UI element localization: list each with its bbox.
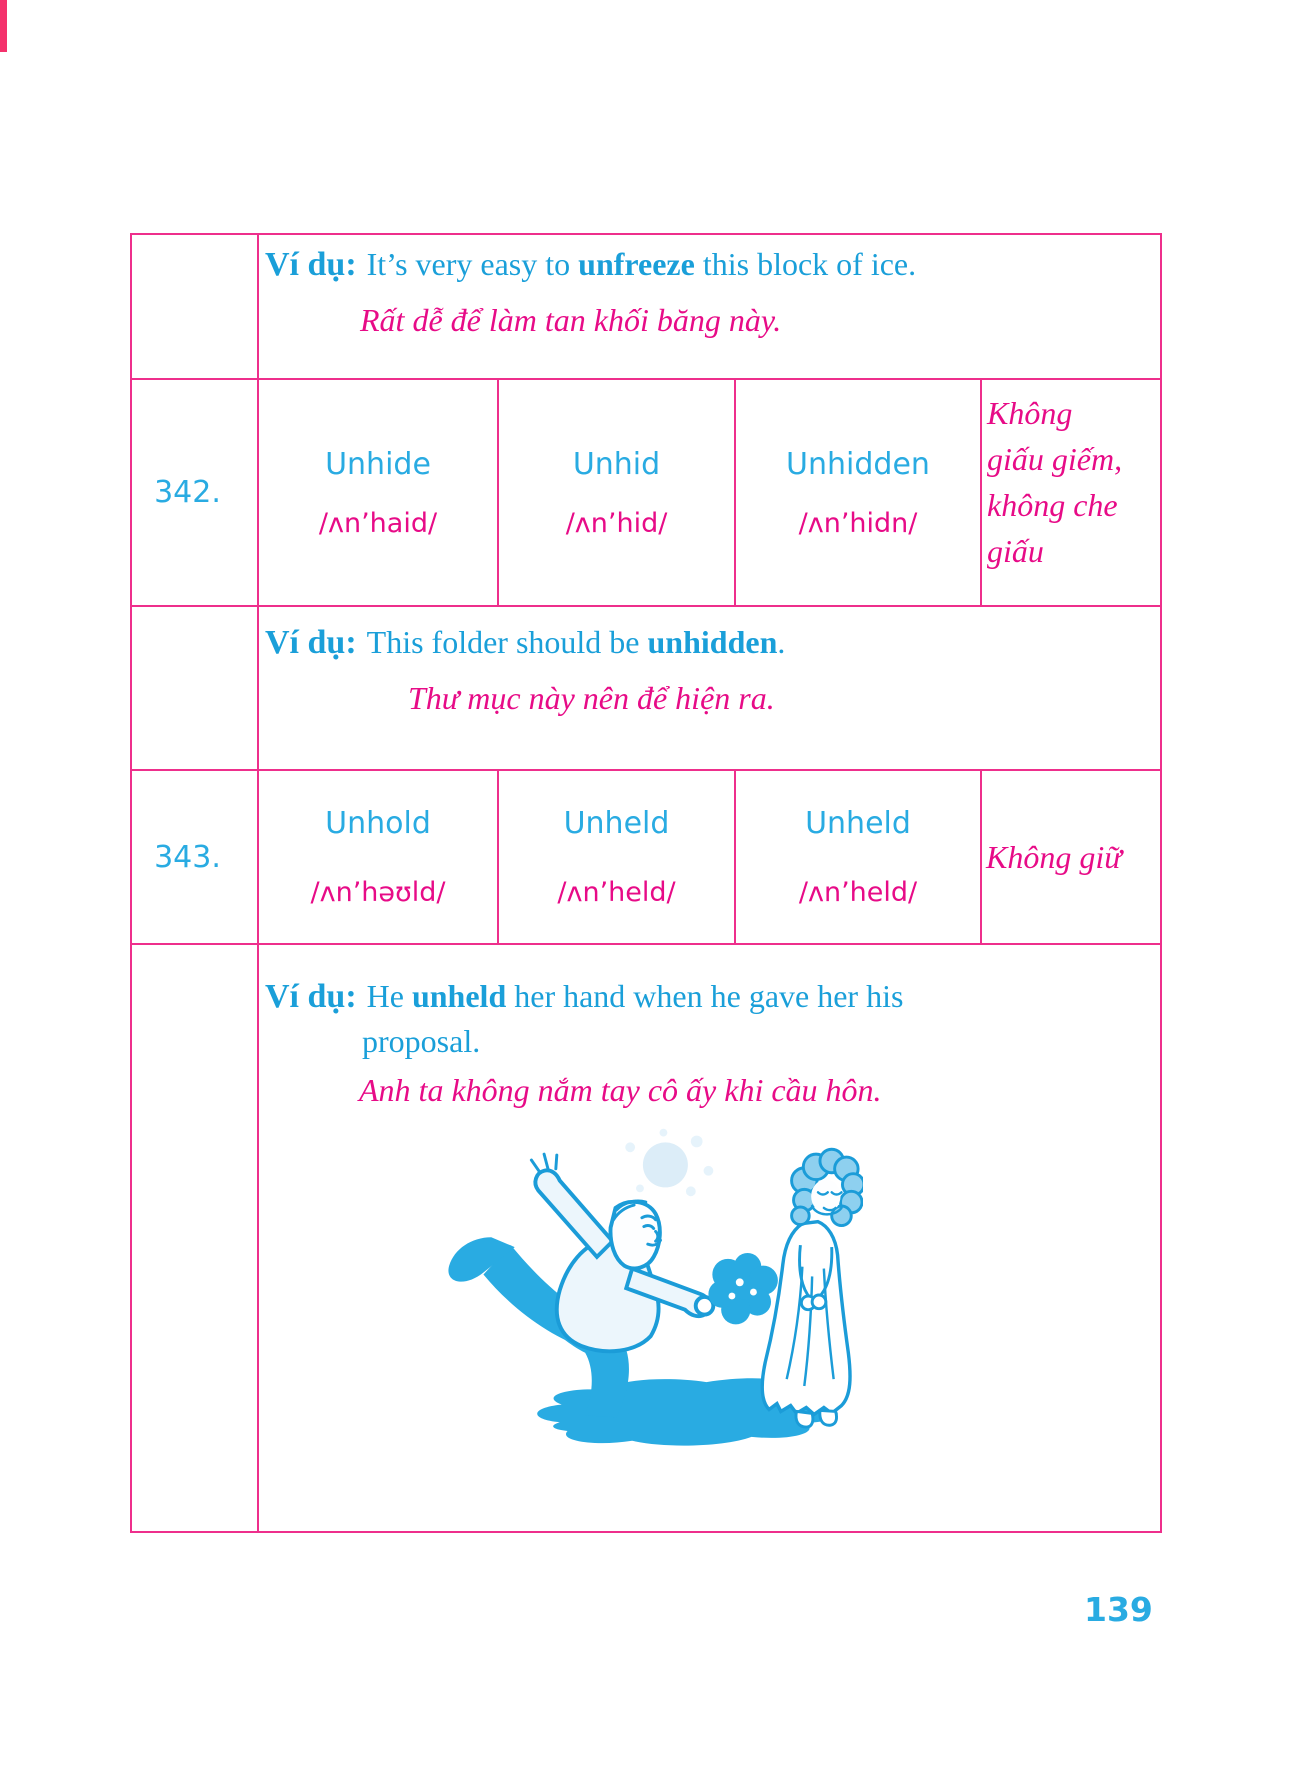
example-cell [259,235,1160,378]
example-label: Ví dụ: [265,246,357,283]
verb-past-ipa: /ʌn’held/ [557,877,676,908]
sun-icon [625,1128,713,1196]
meaning-cell: Không giữ [986,838,1122,875]
example-text-pre: It’s very easy to [366,246,579,282]
example-sentence-line2: proposal. [362,1022,481,1059]
verb-cell-base [259,380,499,605]
example-label: Ví dụ: [265,624,357,661]
verb-cell-past [499,380,736,605]
verb-participle: Unhidden [786,446,930,482]
verb-cell-past [499,771,736,943]
example-sentence [265,615,1156,666]
verb-base: Unhide [325,446,431,482]
verb-table [130,233,1162,1533]
woman-figure [762,1149,863,1427]
verb-participle-ipa: /ʌn’held/ [798,877,918,908]
example-label: Ví dụ: [265,978,357,1015]
example-sentence [265,243,1156,288]
verb-past: Unheld [563,806,670,841]
example-row-unheld [132,945,1160,1531]
verb-base: Unhold [325,806,431,841]
example-keyword: unheld [411,978,507,1014]
verb-base-ipa: /ʌn’haid/ [318,507,438,539]
example-sentence [265,975,1156,1020]
example-text-pre: He [366,978,412,1014]
entry-number: 343. [132,771,259,943]
example-keyword: unhidden [647,624,778,660]
bouquet-icon [708,1253,777,1324]
verb-base-ipa: /ʌn’həʊld/ [310,877,446,908]
entry-row-342 [132,380,1160,607]
meaning-line: giấu [987,533,1044,570]
example-text-post: this block of ice. [694,246,917,282]
meaning-line: không che [987,487,1118,524]
example-row-unfreeze [132,235,1160,380]
scan-artifact-mark [0,0,7,52]
verb-participle-ipa: /ʌn’hidn/ [798,507,918,539]
man-figure [448,1154,777,1417]
verb-past: Unhid [572,446,661,482]
example-cell [259,607,1160,769]
verb-cell-participle [736,380,982,605]
number-cell-empty [132,945,259,1531]
verb-participle: Unheld [805,806,911,841]
example-row-unhidden [132,607,1160,771]
meaning-line: Không [987,395,1073,431]
example-translation: Anh ta không nắm tay cô ấy khi cầu hôn. [359,1072,882,1109]
verb-past-ipa: /ʌn’hid/ [565,507,668,539]
verb-cell-participle [736,771,982,943]
example-keyword: unfreeze [578,246,695,282]
example-translation: Rất dễ để làm tan khối băng này. [360,301,782,338]
number-cell-empty [132,607,259,769]
entry-row-343 [132,771,1160,945]
example-text-pre: This folder should be [366,624,648,660]
example-translation: Thư mục này nên để hiện ra. [408,679,775,716]
verb-cell-base [259,771,499,943]
number-cell-empty [132,235,259,378]
meaning-cell [982,380,1160,605]
example-cell [259,945,1160,1531]
page-number: 139 [1084,1590,1153,1629]
example-text-post: . [777,624,786,660]
proposal-illustration [413,1126,863,1466]
meaning-line: giấu giếm, [987,441,1123,478]
example-text-post: her hand when he gave her his [506,978,904,1014]
entry-number: 342. [132,380,259,605]
